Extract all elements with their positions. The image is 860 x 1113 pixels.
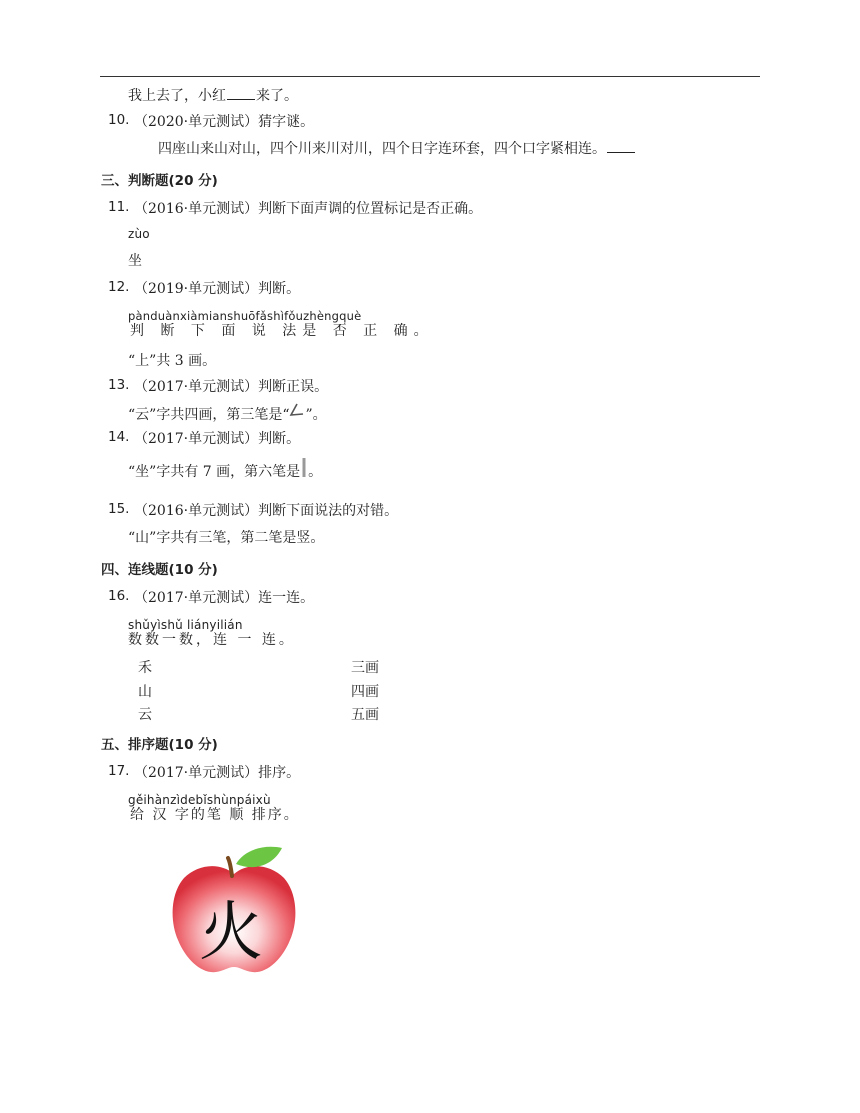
question-number: 17.: [108, 763, 130, 779]
statement: [128, 458, 322, 481]
question-number: 13.: [108, 377, 130, 393]
pinyin-label: zùo: [128, 227, 150, 241]
section-heading: 四、连线题(10 分): [101, 562, 218, 578]
match-left-item[interactable]: 禾: [138, 660, 152, 676]
statement-start: “坐”字共有 7 画，第六笔是: [128, 464, 301, 480]
statement-end: 。: [308, 464, 323, 480]
apple-character: 火: [199, 896, 263, 970]
answer-blank[interactable]: [607, 140, 635, 153]
question-number: 12.: [108, 279, 130, 295]
apple-leaf: [236, 847, 282, 867]
question-number: 16.: [108, 588, 130, 604]
question-number: 14.: [108, 429, 130, 445]
statement-end: ”。: [305, 407, 327, 423]
question-stem: （2019·单元测试）判断。: [134, 281, 301, 297]
question-stem: （2020·单元测试）猜字谜。: [134, 114, 315, 130]
pinyin-line: gěihànzìdebǐshùnpáixù: [128, 793, 271, 807]
question-number: 10.: [108, 112, 130, 128]
pie-dian-stroke-icon: [289, 403, 305, 417]
match-left-item[interactable]: 云: [138, 707, 152, 723]
question-number: 11.: [108, 199, 130, 215]
question-stem: （2016·单元测试）判断下面说法的对错。: [134, 503, 399, 519]
hanzi-character: 坐: [128, 253, 142, 269]
statement-start: “云”字共四画，第三笔是“: [128, 407, 290, 423]
sentence-end: 来了。: [256, 88, 298, 104]
question-stem: （2017·单元测试）排序。: [134, 765, 301, 781]
section-heading: 三、判断题(20 分): [101, 173, 218, 189]
sentence-start: 我上去了，小红: [128, 88, 226, 104]
question-stem: （2017·单元测试）判断。: [134, 431, 301, 447]
statement: “山”字共有三笔，第二笔是竖。: [128, 530, 325, 546]
pinyin-line: shǔyìshǔ liányilián: [128, 618, 243, 632]
question-number: 15.: [108, 501, 130, 517]
statement: [128, 403, 327, 424]
hanzi-line: 数数一数，连 一 连。: [128, 632, 296, 648]
question-stem: （2016·单元测试）判断下面声调的位置标记是否正确。: [134, 201, 483, 217]
hanzi-line: 判 断 下 面 说 法是 否 正 确。: [130, 323, 434, 339]
match-left-item[interactable]: 山: [138, 684, 152, 700]
shu-stroke-icon: [300, 458, 308, 478]
riddle-body: 四座山来山对山，四个川来川对川，四个日字连环套，四个口字紧相连。: [158, 141, 606, 157]
match-right-item[interactable]: 五画: [351, 707, 379, 723]
match-right-item[interactable]: 四画: [351, 684, 379, 700]
statement: “上”共 3 画。: [128, 353, 217, 369]
header-rule: [100, 76, 760, 77]
question-stem: （2017·单元测试）判断正误。: [134, 379, 329, 395]
continued-sentence: [128, 85, 298, 105]
section-heading: 五、排序题(10 分): [101, 737, 218, 753]
apple-picture: [168, 842, 300, 976]
pinyin-line: pànduànxiàmianshuōfǎshìfǒuzhèngquè: [128, 309, 362, 323]
question-stem: （2017·单元测试）连一连。: [134, 590, 315, 606]
match-right-item[interactable]: 三画: [351, 660, 379, 676]
hanzi-line: 给 汉 字的笔 顺 排序。: [130, 807, 300, 823]
riddle-text: [158, 138, 636, 158]
answer-blank[interactable]: [227, 87, 255, 100]
